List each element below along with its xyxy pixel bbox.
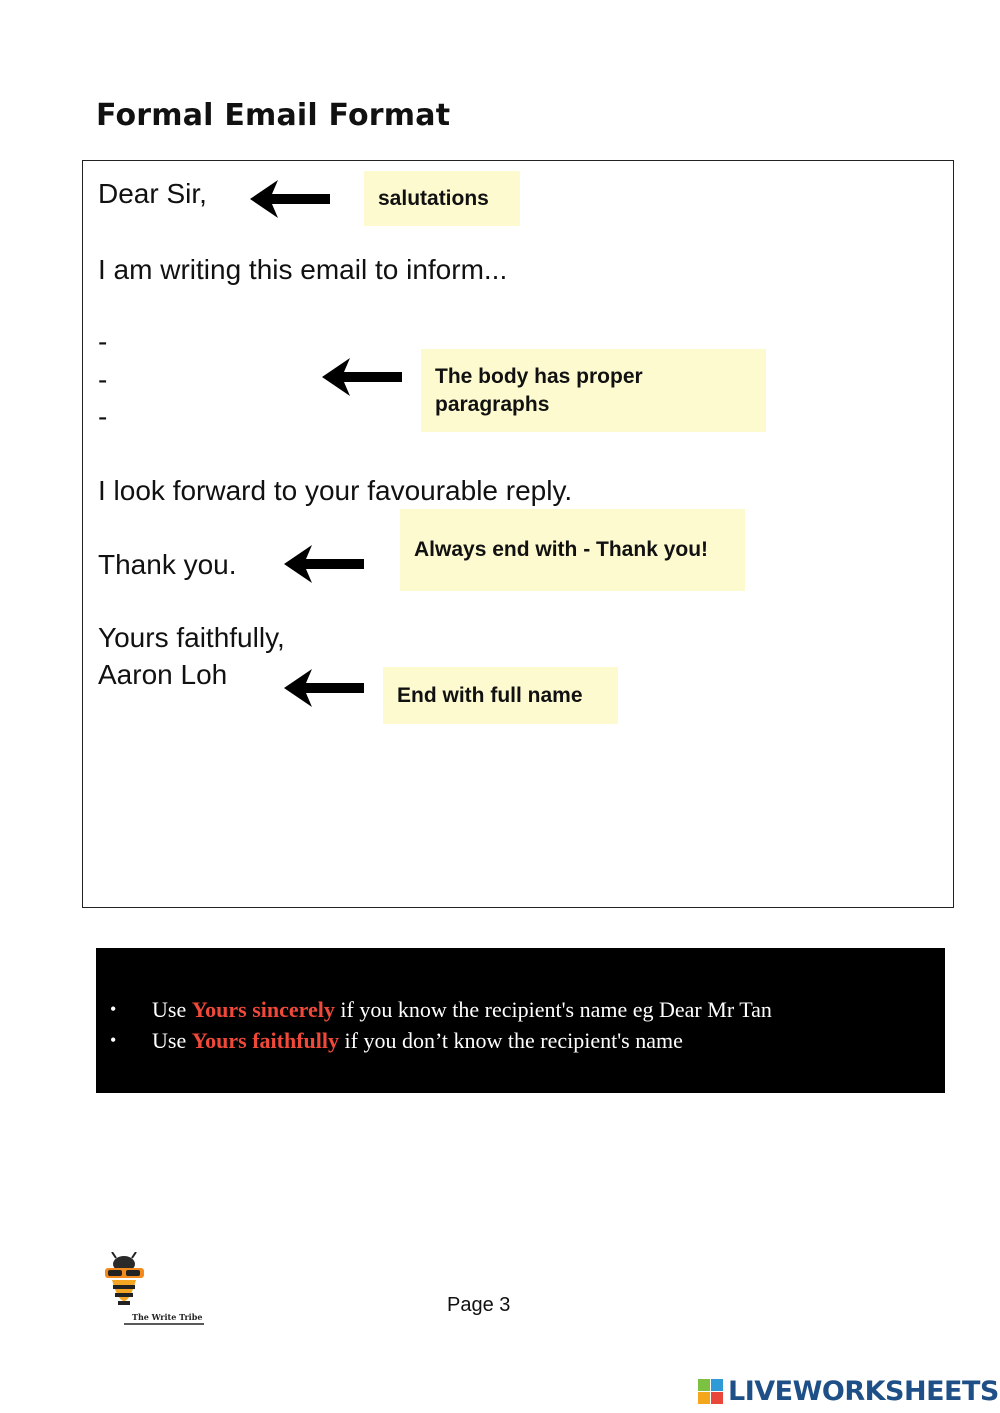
page-title: Formal Email Format [96,98,451,133]
thanks-note: Always end with - Thank you! [400,509,745,591]
body-dash-3: - [98,401,108,432]
body-dash-1: - [98,326,108,357]
logo-caption: The Write Tribe [132,1312,203,1322]
bullet-icon: • [110,1030,117,1050]
opening-line: I am writing this email to inform... [98,254,508,285]
tip-highlight: Yours sincerely [191,996,335,1022]
sign-off-line: Yours faithfully, [98,622,285,653]
salutation-line: Dear Sir, [98,178,207,209]
left-arrow-icon [282,667,366,709]
name-note: End with full name [383,667,618,724]
tip-prefix: Use [152,996,192,1022]
liveworksheets-brand [698,1376,999,1407]
liveworksheets-logo-icon [698,1379,724,1405]
tip-prefix: Use [152,1027,192,1053]
tip-item [110,1025,945,1056]
tip-item [110,994,945,1025]
closing-line: I look forward to your favourable reply. [98,475,573,506]
bullet-icon: • [110,999,117,1019]
thanks-line: Thank you. [98,549,237,580]
tip-highlight: Yours faithfully [191,1027,340,1053]
tip-suffix: if you don’t know the recipient's name [339,1027,683,1053]
salutation-note: salutations [364,171,520,226]
left-arrow-icon [282,543,366,585]
body-note: The body has proper paragraphs [421,349,766,432]
left-arrow-icon [320,356,404,398]
tips-box [96,948,945,1093]
brand-wordmark: LIVEWORKSHEETS [728,1376,999,1407]
write-tribe-bee-logo [102,1252,207,1326]
tip-suffix: if you know the recipient's name eg Dear Mr Tan [334,996,772,1022]
left-arrow-icon [248,178,332,220]
name-line: Aaron Loh [98,659,228,690]
page-number: Page 3 [447,1294,511,1316]
body-dash-2: - [98,364,108,395]
